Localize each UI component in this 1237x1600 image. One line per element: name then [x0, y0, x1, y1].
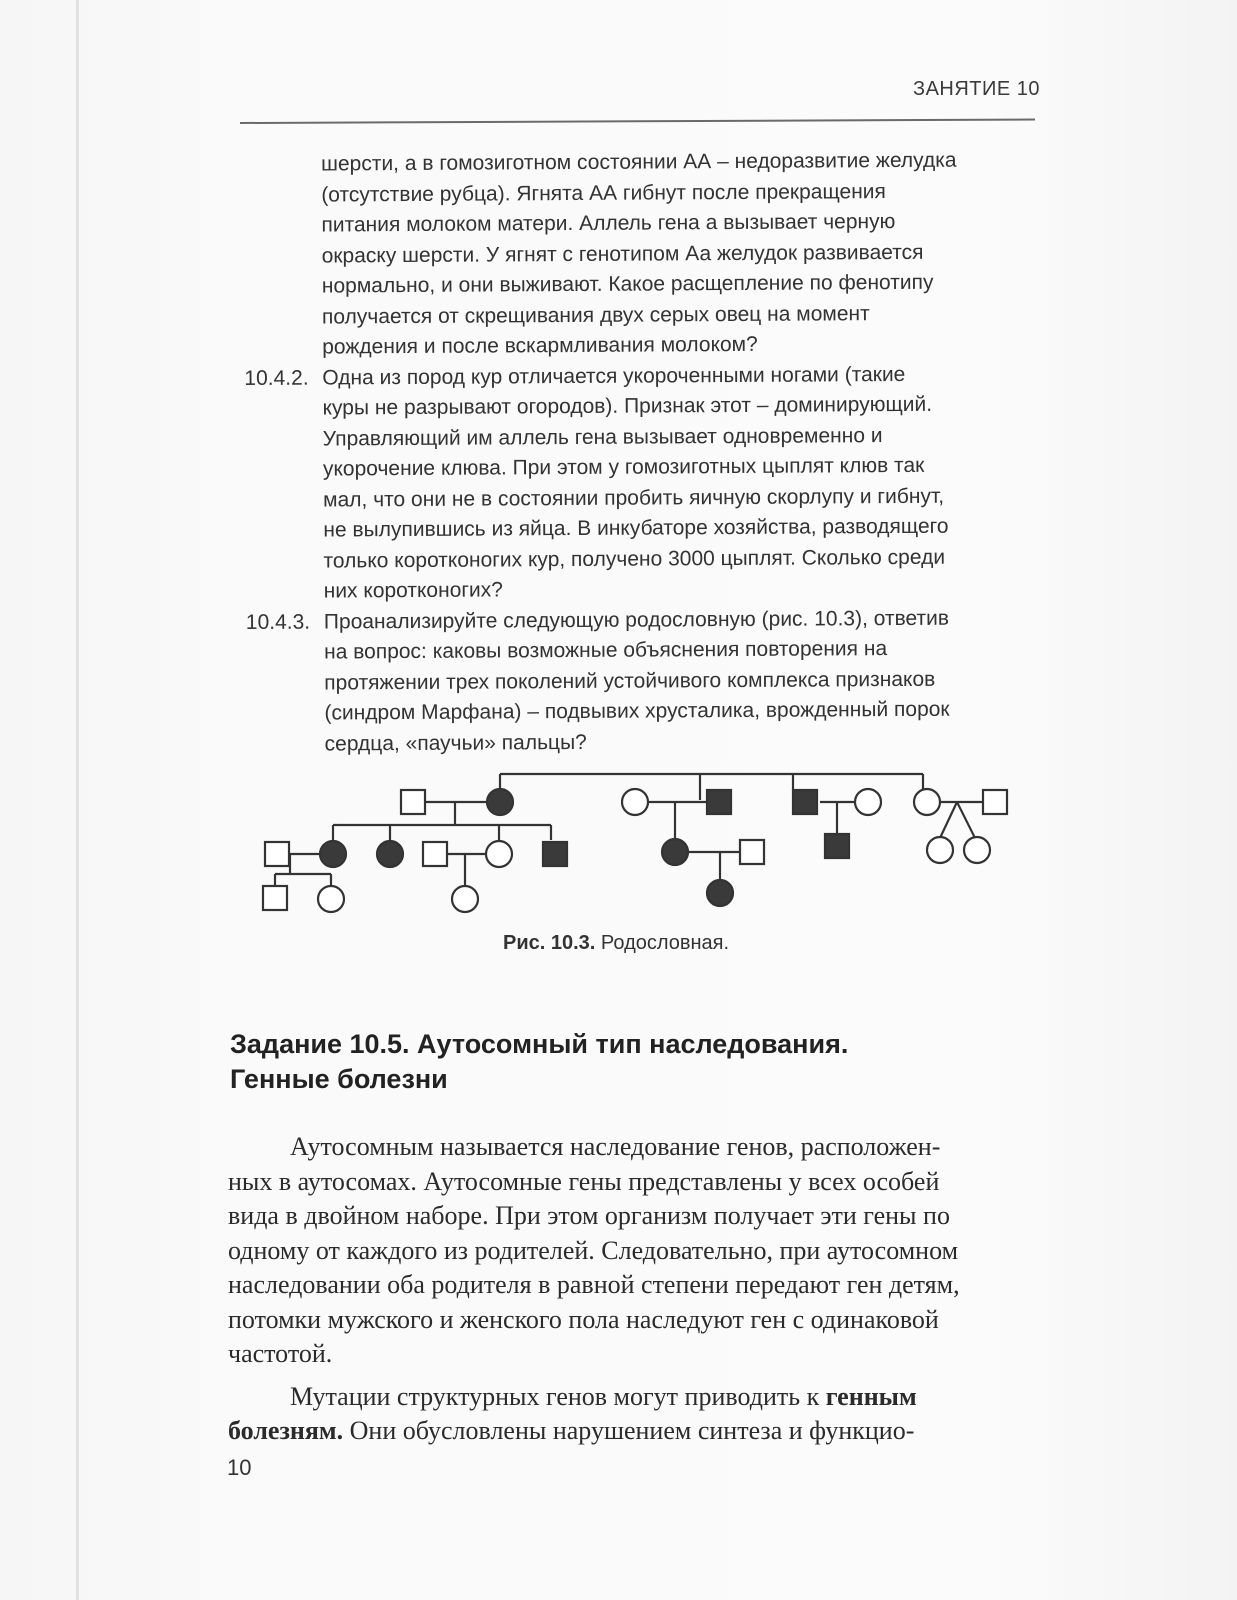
male-affected-symbol	[825, 834, 849, 858]
bold-term: болезням.	[228, 1416, 344, 1445]
figure-caption	[503, 932, 729, 955]
female-affected-symbol	[320, 841, 346, 867]
female-unaffected-symbol	[318, 886, 344, 912]
text-line: них коротконогих?	[323, 578, 503, 603]
female-affected-symbol	[487, 789, 513, 815]
female-unaffected-symbol	[452, 886, 478, 912]
text-line: Управляющий им аллель гена вызывает одновременно и	[322, 423, 883, 451]
paragraph-line: ных в аутосомах. Аутосомные гены представлены у всех особей	[228, 1166, 940, 1196]
female-unaffected-symbol	[914, 789, 940, 815]
section-title-line: Задание 10.5. Аутосомный тип наследования.	[230, 1029, 849, 1059]
female-affected-symbol	[707, 880, 733, 906]
text-line: Одна из пород кур отличается укороченными ногами (такие	[322, 362, 906, 390]
twin-line	[957, 802, 975, 838]
task-10-4-3	[246, 603, 1047, 760]
female-affected-symbol	[662, 839, 688, 865]
text-line: (синдром Марфана) – подвывих хрусталика, врожденный порок	[324, 697, 950, 725]
female-unaffected-symbol	[622, 789, 648, 815]
running-header: ЗАНЯТИЕ 10	[913, 78, 1041, 100]
male-affected-symbol	[793, 790, 817, 814]
page-number: 10	[227, 1455, 252, 1480]
male-affected-symbol	[543, 842, 567, 866]
section-title	[230, 1027, 848, 1097]
female-unaffected-symbol	[486, 841, 512, 867]
female-unaffected-symbol	[855, 789, 881, 815]
paragraph-line: наследовании оба родителя в равной степени передают ген детям,	[228, 1270, 960, 1299]
text-line: шерсти, а в гомозиготном состоянии АА – недоразвитие желудка	[321, 148, 957, 176]
male-unaffected-symbol	[423, 842, 447, 866]
text-line: куры не разрывают огородов). Признак этот – доминирующий.	[322, 392, 933, 420]
text-line: Проанализируйте следующую родословную (рис. 10.3), ответив	[323, 606, 950, 634]
female-unaffected-twin-symbol	[964, 837, 990, 863]
task-number: 10.4.3.	[245, 610, 311, 634]
text-line: на вопрос: каковы возможные объяснения повторения на	[323, 637, 888, 664]
text-line: нормально, и они выживают. Какое расщепление по фенотипу	[321, 270, 934, 298]
male-unaffected-symbol	[265, 842, 289, 866]
female-affected-symbol	[377, 841, 403, 867]
task-10-4-1-continued	[243, 145, 1044, 363]
male-unaffected-symbol	[983, 790, 1007, 814]
task-10-4-2	[244, 359, 1045, 608]
section-title-line: Генные болезни	[230, 1064, 448, 1094]
page-binding-edge	[76, 0, 79, 1600]
body-text	[228, 1130, 1028, 1449]
paragraph-line: потомки мужского и женского пола наследуют ген с одинаковой	[228, 1304, 939, 1334]
text-line: мал, что они не в состоянии пробить яичную скорлупу и гибнут,	[323, 484, 945, 512]
male-unaffected-symbol	[263, 886, 287, 910]
task-number	[243, 150, 322, 364]
figure-label: Рис. 10.3.	[503, 932, 596, 954]
header-rule	[240, 119, 1035, 124]
task-text	[322, 359, 1045, 607]
text-line: (отсутствие рубца). Ягнята АА гибнут после прекращения	[321, 179, 886, 207]
text-line: только коротконогих кур, получено 3000 цыплят. Сколько среди	[323, 545, 946, 573]
task-list	[243, 145, 1047, 760]
figure-caption-text: Родословная.	[600, 932, 730, 954]
text-line: сердца, «паучьи» пальцы?	[324, 730, 587, 756]
female-unaffected-twin-symbol	[927, 837, 953, 863]
text-run: Они обусловлены нарушением синтеза и функцио-	[349, 1416, 915, 1445]
bold-term: генным	[825, 1381, 917, 1411]
paragraph-line	[228, 1414, 1028, 1449]
male-affected-symbol	[707, 790, 731, 814]
task-text	[324, 603, 1047, 760]
task-text	[321, 145, 1044, 363]
paragraph-line: Аутосомным называется наследование генов, расположен-	[290, 1132, 941, 1161]
text-line: не вылупившись из яйца. В инкубаторе хозяйства, разводящего	[323, 514, 949, 542]
male-unaffected-symbol	[401, 790, 425, 814]
text-line: рождения и после вскармливания молоком?	[322, 332, 758, 359]
text-line: получается от скрещивания двух серых овец на момент	[321, 301, 870, 329]
pedigree-diagram	[255, 762, 1025, 922]
twin-line	[940, 802, 957, 838]
paragraph-line	[228, 1380, 1028, 1415]
text-line: укорочение клюва. При этом у гомозиготных цыплят клюв так	[322, 453, 925, 481]
paragraph-line: одному от каждого из родителей. Следовательно, при аутосомном	[228, 1235, 959, 1265]
male-unaffected-symbol	[740, 840, 764, 864]
paragraph-line: вида в двойном наборе. При этом организм получает эти гены по	[228, 1201, 950, 1230]
text-line: питания молоком матери. Аллель гена а вызывает черную	[321, 210, 896, 237]
paragraph-line: частотой.	[228, 1339, 333, 1368]
text-run: Мутации структурных генов могут приводить к	[290, 1381, 820, 1411]
task-number: 10.4.2.	[244, 366, 309, 390]
text-line: протяжении трех поколений устойчивого комплекса признаков	[324, 667, 936, 695]
text-line: окраску шерсти. У ягнят с генотипом Аа желудок развивается	[321, 240, 924, 268]
